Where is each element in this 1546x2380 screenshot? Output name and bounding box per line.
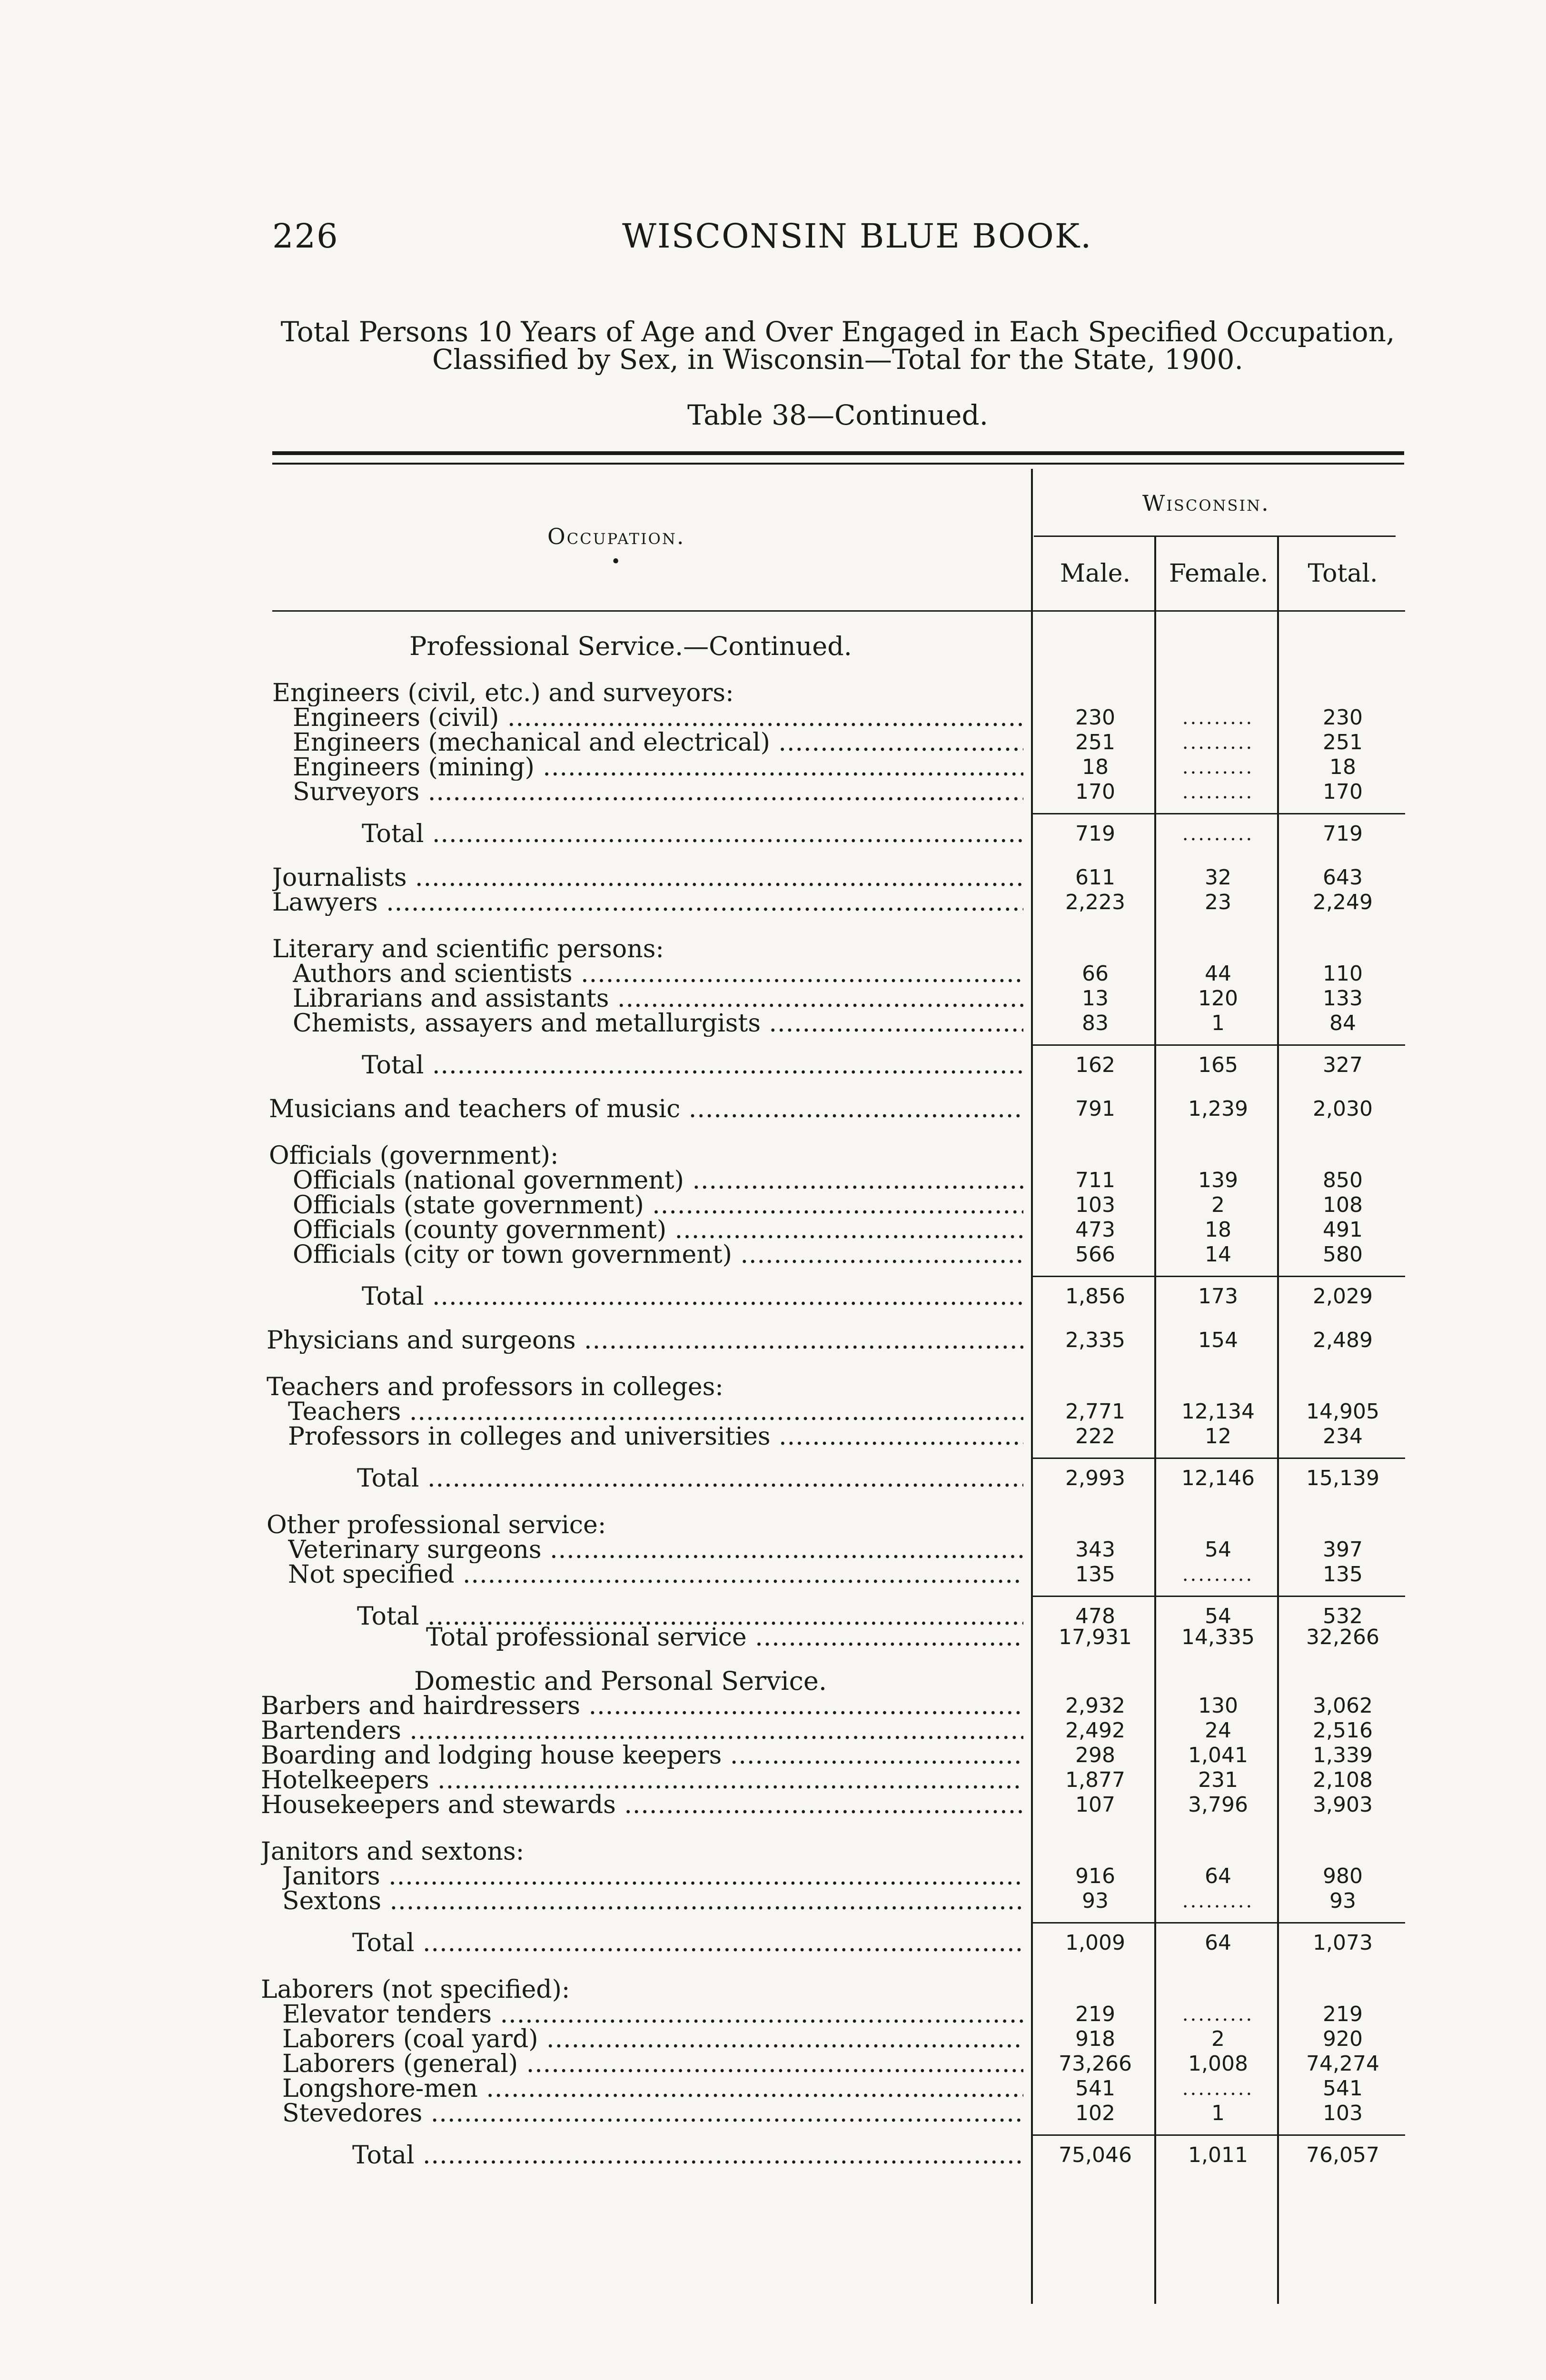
row-label: Total ..... — [352, 2142, 1023, 2169]
group-heading — [0, 1838, 1546, 1865]
cell-male: 251 — [1075, 730, 1115, 754]
row-label: Journalists ..... — [272, 864, 1023, 891]
cell-total: 219 — [1323, 2002, 1363, 2026]
table-row — [0, 1693, 1546, 1719]
row-label: Laborers (general) ..... — [282, 2051, 1023, 2077]
cell-total: 2,516 — [1313, 1718, 1373, 1743]
row-label: Total ..... — [352, 1930, 1023, 1956]
cell-total: 251 — [1323, 730, 1363, 754]
table-row — [0, 2001, 1546, 2028]
cell-total: 1,339 — [1313, 1743, 1373, 1767]
running-title: WISCONSIN BLUE BOOK. — [622, 217, 1092, 256]
row-label: Longshore-men ..... — [282, 2075, 1023, 2102]
table-row — [0, 1537, 1546, 1563]
group-heading — [0, 1142, 1546, 1169]
table-row — [0, 729, 1546, 756]
cell-male: 916 — [1075, 1864, 1115, 1888]
cell-male: 719 — [1075, 822, 1115, 846]
total-row — [0, 1930, 1546, 1956]
cell-male: 135 — [1075, 1562, 1115, 1587]
row-label: Professors in colleges and universities ..... — [288, 1423, 1023, 1450]
cell-female: ......... — [1182, 781, 1254, 803]
cell-total: 108 — [1323, 1193, 1363, 1217]
cell-female: 130 — [1198, 1694, 1238, 1718]
header-bottom-rule — [272, 610, 1405, 612]
row-label: Teachers ..... — [288, 1398, 1023, 1425]
cell-total: 2,249 — [1313, 890, 1373, 914]
row-label: Domestic and Personal Service. — [414, 1668, 827, 1695]
cell-male: 473 — [1075, 1218, 1115, 1242]
cell-female: 1,041 — [1188, 1743, 1248, 1767]
table-row — [0, 1792, 1546, 1818]
row-label: Total ..... — [357, 1465, 1023, 1492]
cell-female: 120 — [1198, 986, 1238, 1011]
table-row — [0, 779, 1546, 805]
table-row — [0, 961, 1546, 987]
row-label: Janitors and sextons: — [261, 1838, 525, 1865]
row-label: Literary and scientific persons: — [272, 936, 664, 962]
cell-female: 139 — [1198, 1168, 1238, 1192]
total-rule — [1031, 2134, 1405, 2136]
group-heading — [0, 1374, 1546, 1400]
table-caption — [267, 316, 1409, 376]
cell-male: 162 — [1075, 1053, 1115, 1077]
cell-total: 110 — [1323, 962, 1363, 986]
table-row — [0, 1423, 1546, 1450]
cell-male: 66 — [1082, 962, 1109, 986]
table-row — [0, 2075, 1546, 2102]
cell-female: 165 — [1198, 1053, 1238, 1077]
cell-male: 2,932 — [1065, 1694, 1125, 1718]
cell-female: 14,335 — [1181, 1625, 1255, 1649]
table-row — [0, 1167, 1546, 1194]
row-label: Veterinary surgeons ..... — [288, 1537, 1023, 1563]
row-label: Total ..... — [362, 1283, 1023, 1310]
cell-female: ......... — [1182, 823, 1254, 845]
row-label: Lawyers ..... — [272, 889, 1023, 916]
table-row — [0, 1742, 1546, 1769]
cell-total: 74,274 — [1306, 2052, 1379, 2076]
cell-female: 231 — [1198, 1768, 1238, 1792]
cell-total: 93 — [1329, 1889, 1356, 1913]
cell-total: 230 — [1323, 705, 1363, 730]
cell-total: 397 — [1323, 1537, 1363, 1562]
cell-male: 103 — [1075, 1193, 1115, 1217]
cell-male: 298 — [1075, 1743, 1115, 1767]
cell-total: 850 — [1323, 1168, 1363, 1192]
table-label: Table 38—Continued. — [687, 399, 989, 431]
row-label: Authors and scientists ..... — [293, 961, 1023, 987]
row-label: Librarians and assistants ..... — [293, 985, 1023, 1012]
cell-total: 980 — [1323, 1864, 1363, 1888]
row-label: Professional Service.—Continued. — [409, 633, 852, 660]
table-row — [0, 2026, 1546, 2053]
cell-female: 2 — [1211, 2027, 1225, 2051]
cell-total: 2,108 — [1313, 1768, 1373, 1792]
table-row — [0, 889, 1546, 916]
table-row — [0, 1717, 1546, 1744]
cell-female: 1 — [1211, 1011, 1225, 1035]
cell-total: 2,029 — [1313, 1284, 1373, 1309]
cell-total: 1,073 — [1313, 1931, 1373, 1955]
cell-total: 84 — [1329, 1011, 1356, 1035]
cell-female: 64 — [1205, 1931, 1231, 1955]
row-label: Total ..... — [362, 821, 1023, 847]
column-header-occupation: Occupation. — [547, 524, 685, 549]
table-top-rule — [272, 451, 1404, 465]
cell-total: 2,030 — [1313, 1097, 1373, 1121]
cell-total: 2,489 — [1313, 1328, 1373, 1352]
table-row — [0, 1398, 1546, 1425]
row-label: Officials (county government) ..... — [293, 1217, 1023, 1243]
row-label: Elevator tenders ..... — [282, 2001, 1023, 2028]
cell-female: ......... — [1182, 1564, 1254, 1586]
total-row — [0, 1283, 1546, 1310]
cell-female: 173 — [1198, 1284, 1238, 1309]
table-row — [0, 754, 1546, 781]
cell-total: 327 — [1323, 1053, 1363, 1077]
row-label: Stevedores ..... — [282, 2100, 1023, 2127]
section-heading — [0, 1668, 1546, 1695]
cell-male: 17,931 — [1059, 1625, 1132, 1649]
cell-total: 76,057 — [1306, 2143, 1379, 2167]
row-label: Janitors ..... — [282, 1863, 1023, 1890]
total-rule — [1031, 813, 1405, 814]
cell-female: 1,239 — [1188, 1097, 1248, 1121]
cell-total: 133 — [1323, 986, 1363, 1011]
cell-total: 491 — [1323, 1218, 1363, 1242]
page-header — [272, 217, 1405, 259]
row-label: Officials (national government) ..... — [293, 1167, 1023, 1194]
row-label: Total ..... — [357, 1603, 1023, 1630]
cell-female: 3,796 — [1188, 1793, 1248, 1817]
page-number: 226 — [272, 217, 339, 256]
row-label: Total professional service ..... — [426, 1624, 1023, 1651]
cell-male: 918 — [1075, 2027, 1115, 2051]
cell-female: 54 — [1205, 1604, 1231, 1628]
table-row — [0, 2100, 1546, 2127]
cell-female: ......... — [1182, 707, 1254, 729]
row-label: Officials (city or town government) ..... — [293, 1241, 1023, 1268]
caption-line-2: Classified by Sex, in Wisconsin—Total for the State, 1900. — [432, 343, 1243, 376]
total-row — [0, 1624, 1546, 1651]
table-row — [0, 1327, 1546, 1354]
cell-female: 44 — [1205, 962, 1231, 986]
cell-female: 1 — [1211, 2101, 1225, 2125]
cell-male: 13 — [1082, 986, 1109, 1011]
cell-total: 14,905 — [1306, 1399, 1379, 1424]
cell-male: 1,856 — [1065, 1284, 1125, 1309]
column-header-male: Male. — [1060, 559, 1131, 588]
row-label: Barbers and hairdressers ..... — [261, 1693, 1023, 1719]
table-row — [0, 985, 1546, 1012]
cell-female: 154 — [1198, 1328, 1238, 1352]
table-row — [0, 1863, 1546, 1890]
row-label: Housekeepers and stewards ..... — [261, 1792, 1023, 1818]
row-label: Officials (state government) ..... — [293, 1192, 1023, 1219]
group-heading — [0, 1512, 1546, 1538]
row-label: Laborers (not specified): — [261, 1976, 570, 2003]
header-bullet-mark: • — [611, 552, 621, 572]
table-row — [0, 704, 1546, 731]
cell-male: 2,771 — [1065, 1399, 1125, 1424]
group-header-rule — [1034, 536, 1396, 537]
row-label: Chemists, assayers and metallurgists ..... — [293, 1010, 1023, 1037]
row-label: Engineers (mining) ..... — [293, 754, 1023, 781]
cell-female: 64 — [1205, 1864, 1231, 1888]
cell-male: 170 — [1075, 780, 1115, 804]
cell-male: 2,492 — [1065, 1718, 1125, 1743]
table-row — [0, 864, 1546, 891]
row-label: Sextons ..... — [282, 1888, 1023, 1914]
cell-total: 541 — [1323, 2076, 1363, 2101]
cell-male: 1,877 — [1065, 1768, 1125, 1792]
cell-total: 18 — [1329, 755, 1356, 779]
total-rule — [1031, 1458, 1405, 1459]
column-group-wisconsin: Wisconsin. — [1142, 490, 1270, 516]
cell-female: 12,146 — [1181, 1466, 1255, 1490]
total-row — [0, 821, 1546, 847]
table-row — [0, 1561, 1546, 1588]
cell-male: 1,009 — [1065, 1931, 1125, 1955]
table-row — [0, 1217, 1546, 1243]
cell-female: ......... — [1182, 756, 1254, 778]
row-label: Boarding and lodging house keepers ..... — [261, 1742, 1023, 1769]
row-label: Other professional service: — [267, 1512, 606, 1538]
cell-male: 541 — [1075, 2076, 1115, 2101]
cell-total: 920 — [1323, 2027, 1363, 2051]
caption-line-1: Total Persons 10 Years of Age and Over Engaged in Each Specified Occupation, — [280, 316, 1395, 348]
cell-female: 1,011 — [1188, 2143, 1248, 2167]
row-label: Engineers (civil, etc.) and surveyors: — [272, 680, 734, 706]
table-row — [0, 1010, 1546, 1037]
row-label: Hotelkeepers ..... — [261, 1767, 1023, 1794]
total-row — [0, 1465, 1546, 1492]
cell-male: 230 — [1075, 705, 1115, 730]
cell-male: 2,223 — [1065, 890, 1125, 914]
cell-female: 12,134 — [1181, 1399, 1255, 1424]
cell-female: 12 — [1205, 1424, 1231, 1448]
group-heading — [0, 936, 1546, 962]
table-row — [0, 2051, 1546, 2077]
cell-male: 18 — [1082, 755, 1109, 779]
row-label: Total ..... — [362, 1052, 1023, 1079]
cell-total: 234 — [1323, 1424, 1363, 1448]
cell-female: 23 — [1205, 890, 1231, 914]
cell-total: 170 — [1323, 780, 1363, 804]
cell-male: 83 — [1082, 1011, 1109, 1035]
row-label: Musicians and teachers of music ..... — [269, 1096, 1023, 1122]
row-label: Laborers (coal yard) ..... — [282, 2026, 1023, 2053]
row-label: Officials (government): — [269, 1142, 559, 1169]
cell-total: 103 — [1323, 2101, 1363, 2125]
cell-female: ......... — [1182, 2003, 1254, 2025]
group-heading — [0, 680, 1546, 706]
table-row — [0, 1888, 1546, 1914]
cell-female: ......... — [1182, 732, 1254, 754]
cell-male: 102 — [1075, 2101, 1115, 2125]
cell-female: 14 — [1205, 1242, 1231, 1267]
cell-total: 135 — [1323, 1562, 1363, 1587]
total-row — [0, 1052, 1546, 1079]
total-rule — [1031, 1276, 1405, 1277]
cell-female: 18 — [1205, 1218, 1231, 1242]
table-row — [0, 1192, 1546, 1219]
cell-male: 566 — [1075, 1242, 1115, 1267]
cell-male: 611 — [1075, 865, 1115, 890]
cell-female: 32 — [1205, 865, 1231, 890]
table-row — [0, 1096, 1546, 1122]
cell-male: 93 — [1082, 1889, 1109, 1913]
row-label: Engineers (mechanical and electrical) ..... — [293, 729, 1023, 756]
total-rule — [1031, 1922, 1405, 1924]
cell-male: 711 — [1075, 1168, 1115, 1192]
cell-male: 222 — [1075, 1424, 1115, 1448]
section-heading — [0, 633, 1546, 660]
row-label: Not specified ..... — [288, 1561, 1023, 1588]
cell-total: 532 — [1323, 1604, 1363, 1628]
cell-total: 643 — [1323, 865, 1363, 890]
cell-total: 580 — [1323, 1242, 1363, 1267]
column-header-total: Total. — [1308, 559, 1378, 588]
row-label: Physicians and surgeons ..... — [267, 1327, 1023, 1354]
cell-female: 1,008 — [1188, 2052, 1248, 2076]
cell-male: 478 — [1075, 1604, 1115, 1628]
cell-female: 2 — [1211, 1193, 1225, 1217]
table-row — [0, 1767, 1546, 1794]
cell-total: 3,903 — [1313, 1793, 1373, 1817]
column-header-female: Female. — [1169, 559, 1269, 588]
row-label: Bartenders ..... — [261, 1717, 1023, 1744]
cell-male: 73,266 — [1059, 2052, 1132, 2076]
cell-male: 219 — [1075, 2002, 1115, 2026]
row-label: Engineers (civil) ..... — [293, 704, 1023, 731]
cell-total: 3,062 — [1313, 1694, 1373, 1718]
total-row — [0, 2142, 1546, 2169]
cell-female: 24 — [1205, 1718, 1231, 1743]
cell-male: 75,046 — [1059, 2143, 1132, 2167]
cell-male: 791 — [1075, 1097, 1115, 1121]
row-label: Teachers and professors in colleges: — [267, 1374, 723, 1400]
cell-female: 54 — [1205, 1537, 1231, 1562]
cell-male: 107 — [1075, 1793, 1115, 1817]
cell-male: 2,993 — [1065, 1466, 1125, 1490]
row-label: Surveyors ..... — [293, 779, 1023, 805]
cell-total: 15,139 — [1306, 1466, 1379, 1490]
cell-male: 343 — [1075, 1537, 1115, 1562]
cell-male: 2,335 — [1065, 1328, 1125, 1352]
total-rule — [1031, 1596, 1405, 1597]
cell-female: ......... — [1182, 2078, 1254, 2100]
table-row — [0, 1241, 1546, 1268]
group-heading — [0, 1976, 1546, 2003]
cell-total: 32,266 — [1306, 1625, 1379, 1649]
cell-total: 719 — [1323, 822, 1363, 846]
total-rule — [1031, 1044, 1405, 1046]
cell-female: ......... — [1182, 1890, 1254, 1912]
